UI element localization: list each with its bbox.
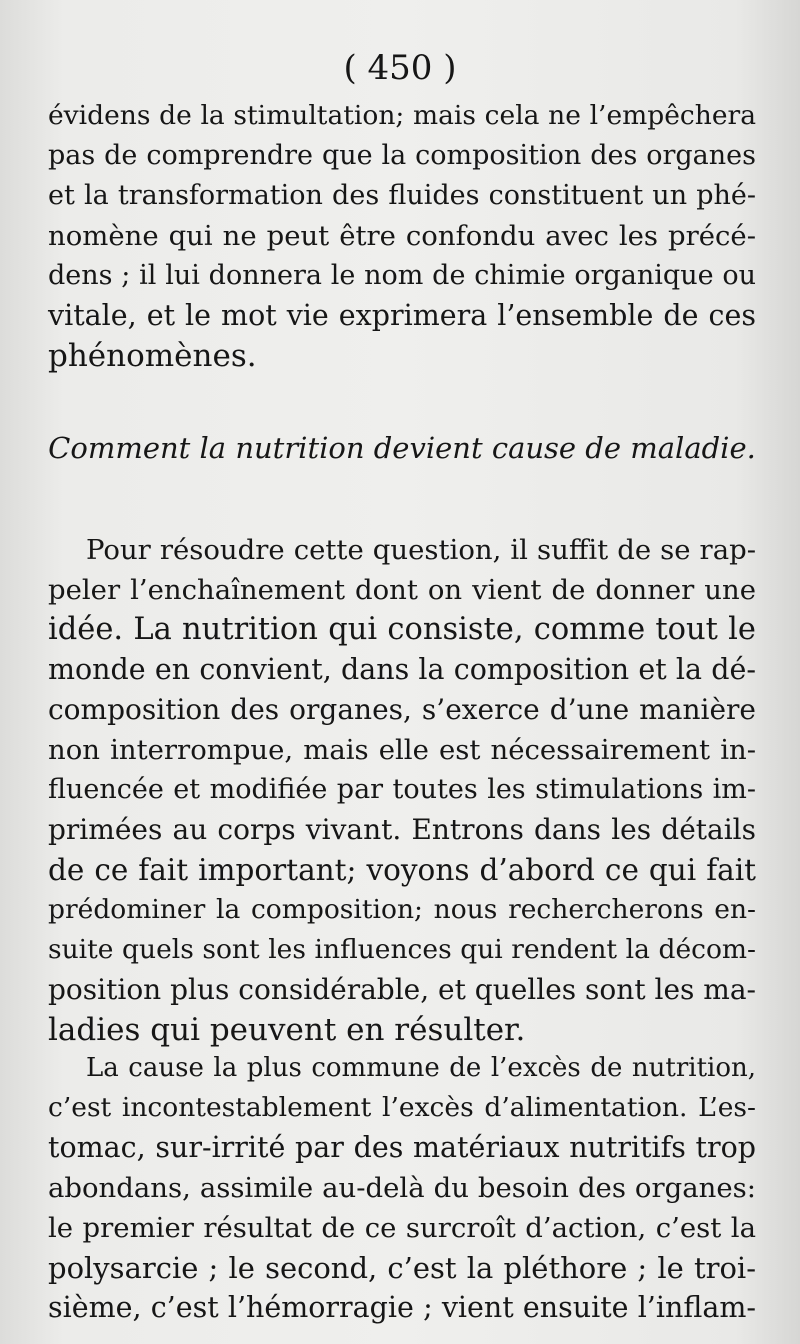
text-line: sième, c’est l’hémorragie ; vient ensuite l’inflam- [48,1291,756,1324]
page-number: ( 450 ) [343,48,457,88]
text-line: prédominer la composition; nous rechercherons en- [48,894,756,925]
text-line: le premier résultat de ce surcroît d’action, c’est la [48,1212,756,1244]
text-line: fluencée et modifiée par toutes les stimulations im- [48,774,756,805]
text-line: peler l’enchaînement dont on vient de donner une [48,574,756,606]
text-line: La cause la plus commune de l’excès de nutrition, [86,1053,756,1083]
text-line: c’est incontestablement l’excès d’alimentation. L’es- [48,1092,756,1123]
text-line: phénomènes. [48,338,257,374]
text-line: non interrompue, mais elle est nécessairement in- [48,734,756,766]
text-line: de ce fait important; voyons d’abord ce qui fait [48,853,756,887]
text-line: dens ; il lui donnera le nom de chimie organique ou [48,260,756,291]
section-heading: Comment la nutrition devient cause de maladie. [48,431,756,465]
text-line: suite quels sont les influences qui rendent la décom- [48,934,756,965]
text-line: polysarcie ; le second, c’est la pléthore ; le troi- [48,1251,756,1285]
text-line: abondans, assimile au-delà du besoin des organes: [48,1172,756,1204]
text-line: ladies qui peuvent en résulter. [48,1012,526,1048]
text-line: évidens de la stimultation; mais cela ne l’empêchera [48,100,756,131]
text-line: Pour résoudre cette question, il suffit de se rap- [86,534,756,566]
text-line: pas de comprendre que la composition des organes [48,140,756,171]
text-line: tomac, sur-irrité par des matériaux nutritifs trop [48,1131,756,1164]
text-line: composition des organes, s’exerce d’une manière [48,693,756,726]
text-line: vitale, et le mot vie exprimera l’ensemble de ces [48,299,756,332]
text-line: primées au corps vivant. Entrons dans les détails [48,813,756,846]
text-line: position plus considérable, et quelles sont les ma- [48,973,756,1006]
text-line: monde en convient, dans la composition et la dé- [48,653,756,686]
text-line: nomène qui ne peut être confondu avec les précé- [48,220,756,252]
text-line: et la transformation des fluides constituent un phé- [48,180,756,211]
text-line: idée. La nutrition qui consiste, comme tout le [48,612,756,647]
